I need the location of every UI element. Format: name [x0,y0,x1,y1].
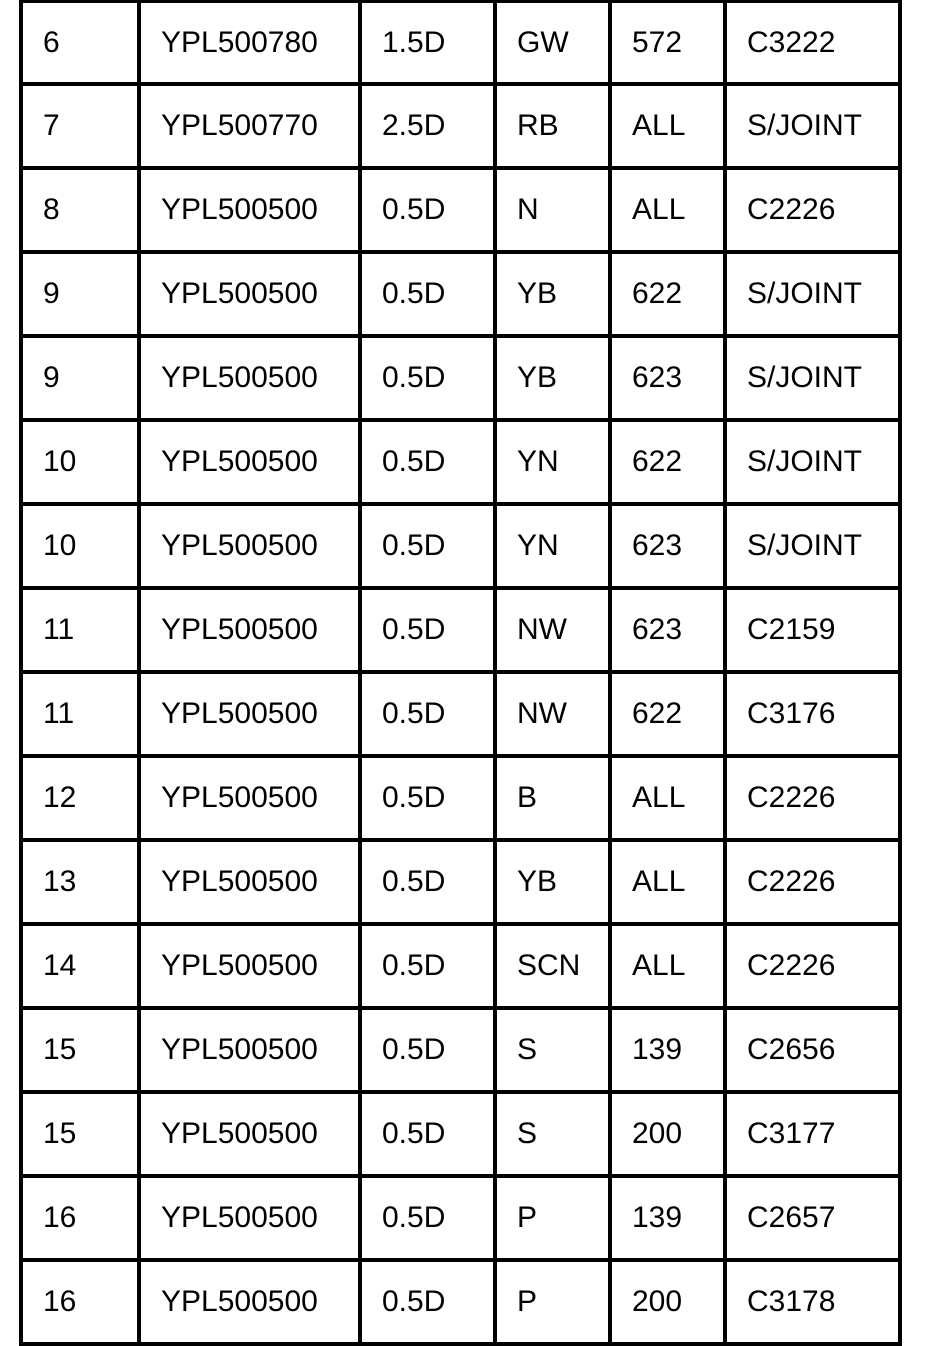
cell-item-number: 16 [21,1260,139,1344]
table-row [21,84,900,168]
cell-length: 0.5D [360,1260,495,1344]
cell-length: 0.5D [360,1176,495,1260]
cell-length: 2.5D [360,84,495,168]
table-row [21,756,900,840]
cell-location: 572 [610,2,725,85]
cell-location: 622 [610,672,725,756]
cell-code: YB [495,252,610,336]
cell-reference: C3177 [725,1092,900,1176]
cell-code: RB [495,84,610,168]
cell-code: SCN [495,924,610,1008]
cell-reference: C2226 [725,840,900,924]
cell-length: 0.5D [360,756,495,840]
table-row [21,420,900,504]
cell-item-number: 8 [21,168,139,252]
cell-reference: C2226 [725,924,900,1008]
cell-part-number: YPL500500 [139,1008,360,1092]
cell-item-number: 13 [21,840,139,924]
parts-table-body [21,2,900,1345]
table-row [21,1092,900,1176]
table-row [21,1008,900,1092]
cell-code: NW [495,588,610,672]
cell-location: ALL [610,840,725,924]
cell-part-number: YPL500500 [139,504,360,588]
cell-part-number: YPL500500 [139,1260,360,1344]
cell-location: 200 [610,1260,725,1344]
cell-part-number: YPL500500 [139,420,360,504]
cell-length: 0.5D [360,504,495,588]
cell-length: 0.5D [360,924,495,1008]
cell-code: YB [495,840,610,924]
cell-reference: S/JOINT [725,504,900,588]
cell-code: NW [495,672,610,756]
cell-item-number: 9 [21,252,139,336]
cell-code: S [495,1008,610,1092]
cell-part-number: YPL500500 [139,756,360,840]
cell-reference: C2226 [725,168,900,252]
cell-length: 0.5D [360,336,495,420]
cell-code: YN [495,420,610,504]
cell-location: ALL [610,756,725,840]
table-row [21,252,900,336]
cell-code: S [495,1092,610,1176]
cell-location: 139 [610,1008,725,1092]
document-table-container [19,0,898,1334]
cell-reference: C3222 [725,2,900,85]
cell-code: YB [495,336,610,420]
cell-part-number: YPL500500 [139,840,360,924]
cell-part-number: YPL500780 [139,2,360,85]
table-row [21,168,900,252]
cell-location: ALL [610,924,725,1008]
table-row [21,672,900,756]
table-row [21,336,900,420]
table-row [21,2,900,85]
cell-length: 0.5D [360,420,495,504]
cell-item-number: 7 [21,84,139,168]
cell-item-number: 10 [21,504,139,588]
cell-length: 0.5D [360,840,495,924]
cell-part-number: YPL500770 [139,84,360,168]
cell-location: 623 [610,588,725,672]
cell-length: 0.5D [360,1008,495,1092]
cell-length: 1.5D [360,2,495,85]
cell-location: ALL [610,84,725,168]
table-row [21,840,900,924]
cell-location: 622 [610,420,725,504]
parts-table [19,0,902,1346]
cell-item-number: 10 [21,420,139,504]
table-row [21,588,900,672]
cell-part-number: YPL500500 [139,672,360,756]
cell-part-number: YPL500500 [139,1176,360,1260]
cell-item-number: 9 [21,336,139,420]
cell-item-number: 6 [21,2,139,85]
cell-item-number: 11 [21,672,139,756]
cell-reference: C2159 [725,588,900,672]
cell-reference: S/JOINT [725,252,900,336]
cell-part-number: YPL500500 [139,168,360,252]
cell-length: 0.5D [360,1092,495,1176]
cell-reference: C2657 [725,1176,900,1260]
cell-length: 0.5D [360,168,495,252]
table-row [21,924,900,1008]
cell-item-number: 15 [21,1092,139,1176]
cell-location: ALL [610,168,725,252]
cell-item-number: 12 [21,756,139,840]
cell-part-number: YPL500500 [139,336,360,420]
cell-reference: C3176 [725,672,900,756]
cell-item-number: 14 [21,924,139,1008]
cell-reference: S/JOINT [725,336,900,420]
cell-part-number: YPL500500 [139,588,360,672]
table-row [21,1260,900,1344]
cell-code: GW [495,2,610,85]
cell-code: YN [495,504,610,588]
cell-reference: C2656 [725,1008,900,1092]
cell-code: N [495,168,610,252]
cell-location: 623 [610,504,725,588]
cell-item-number: 11 [21,588,139,672]
cell-length: 0.5D [360,588,495,672]
cell-location: 200 [610,1092,725,1176]
cell-location: 139 [610,1176,725,1260]
cell-reference: S/JOINT [725,84,900,168]
cell-length: 0.5D [360,672,495,756]
cell-part-number: YPL500500 [139,924,360,1008]
table-row [21,1176,900,1260]
cell-code: P [495,1176,610,1260]
table-row [21,504,900,588]
cell-location: 623 [610,336,725,420]
cell-reference: C3178 [725,1260,900,1344]
cell-item-number: 15 [21,1008,139,1092]
cell-location: 622 [610,252,725,336]
cell-code: B [495,756,610,840]
cell-part-number: YPL500500 [139,252,360,336]
cell-length: 0.5D [360,252,495,336]
cell-item-number: 16 [21,1176,139,1260]
cell-code: P [495,1260,610,1344]
cell-reference: S/JOINT [725,420,900,504]
cell-reference: C2226 [725,756,900,840]
cell-part-number: YPL500500 [139,1092,360,1176]
